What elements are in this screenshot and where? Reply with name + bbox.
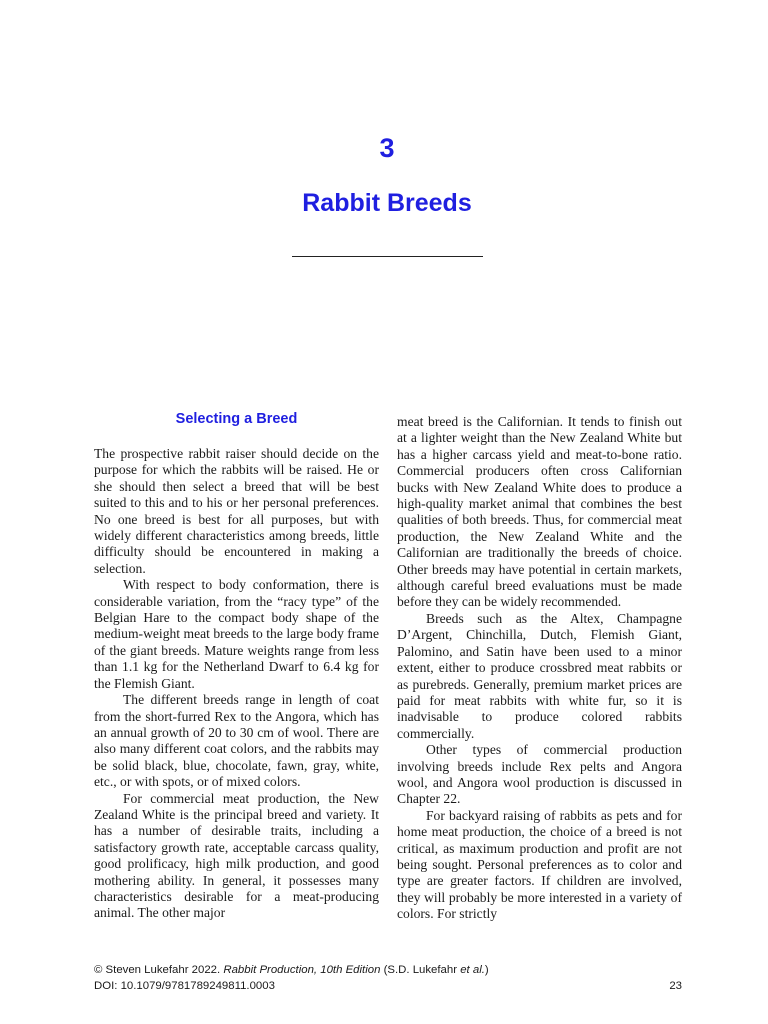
paragraph: Breeds such as the Altex, Champagne D’Argent, Chinchilla, Dutch, Flemish Giant, Palomino, and Satin have been used to a minor extent, either to produce crossbred meat rabbits or as purebreds. Generally, premium market prices are paid for meat rabbits with white fur, so it is inadvisable to produce colored rabbits commercially. [397,610,682,741]
chapter-title: Rabbit Breeds [302,189,472,217]
paragraph: For backyard raising of rabbits as pets and for home meat production, the choice of a breed is not critical, as maximum production and profit are not being sought. Personal preferences as to color and type are greater factors. If children are involved, they will probably be more interested in a variety of colors. For strictly [397,807,682,922]
right-column [397,414,682,923]
book-title: Rabbit Production, 10th Edition [223,964,381,976]
citation-line [94,962,682,978]
et-al: et al. [460,964,485,976]
left-column [94,446,379,922]
doi-text: DOI: 10.1079/9781789249811.0003 [94,980,275,992]
paragraph: The prospective rabbit raiser should decide on the purpose for which the rabbits will be raised. He or she should then select a breed that will be best suited to this and to his or her personal preferences. No one breed is best for all purposes, but with widely different characteristics among breeds, little difficulty should be encountered in making a selection. [94,446,379,576]
page-number: 23 [669,980,682,992]
editors-close: ) [484,964,489,976]
section-heading: Selecting a Breed [175,411,298,427]
paragraph: meat breed is the Californian. It tends to finish out at a lighter weight than the New Zealand White but has a higher carcass yield and meat-to-bone ratio. Commercial producers often cross Californian bucks with New Zealand White does to produce a high-quality market animal that combines the best qualities of both breeds. Thus, for commercial meat production, the New Zealand White and the Californian are traditionally the breeds of choice. Other breeds may have potential in certain markets, although careful breed evaluations must be made before they can be widely recommended. [397,414,682,610]
copyright-text: © Steven Lukefahr 2022. [94,964,221,976]
chapter-number: 3 [379,133,395,163]
paragraph: For commercial meat production, the New Zealand White is the principal breed and variety. It has a number of desirable traits, including a satisfactory growth rate, acceptable carcass quality, good prolificacy, high milk production, and good mothering ability. In general, it possesses many characteristics desirable for a meat-producing animal. The other major [94,790,379,921]
paragraph: With respect to body conformation, there is considerable variation, from the “racy type” of the Belgian Hare to the compact body shape of the medium-weight meat breeds to the large body frame of the giant breeds. Mature weights range from less than 1.1 kg for the Netherland Dwarf to 6.4 kg for the Flemish Giant. [94,577,379,691]
doi-row [94,978,682,994]
paragraph: The different breeds range in length of coat from the short-furred Rex to the Angora, which has an annual growth of 20 to 30 cm of wool. There are also many different coat colors, and the rabbits may be solid black, blue, chocolate, fawn, gray, white, etc., or with spots, or of mixed colors. [94,692,379,790]
title-divider [292,256,483,257]
page-footer [94,962,682,994]
editors-open: (S.D. Lukefahr [383,964,458,976]
paragraph: Other types of commercial production involving breeds include Rex pelts and Angora wool, and Angora wool production is discussed in Chapter 22. [397,742,682,807]
